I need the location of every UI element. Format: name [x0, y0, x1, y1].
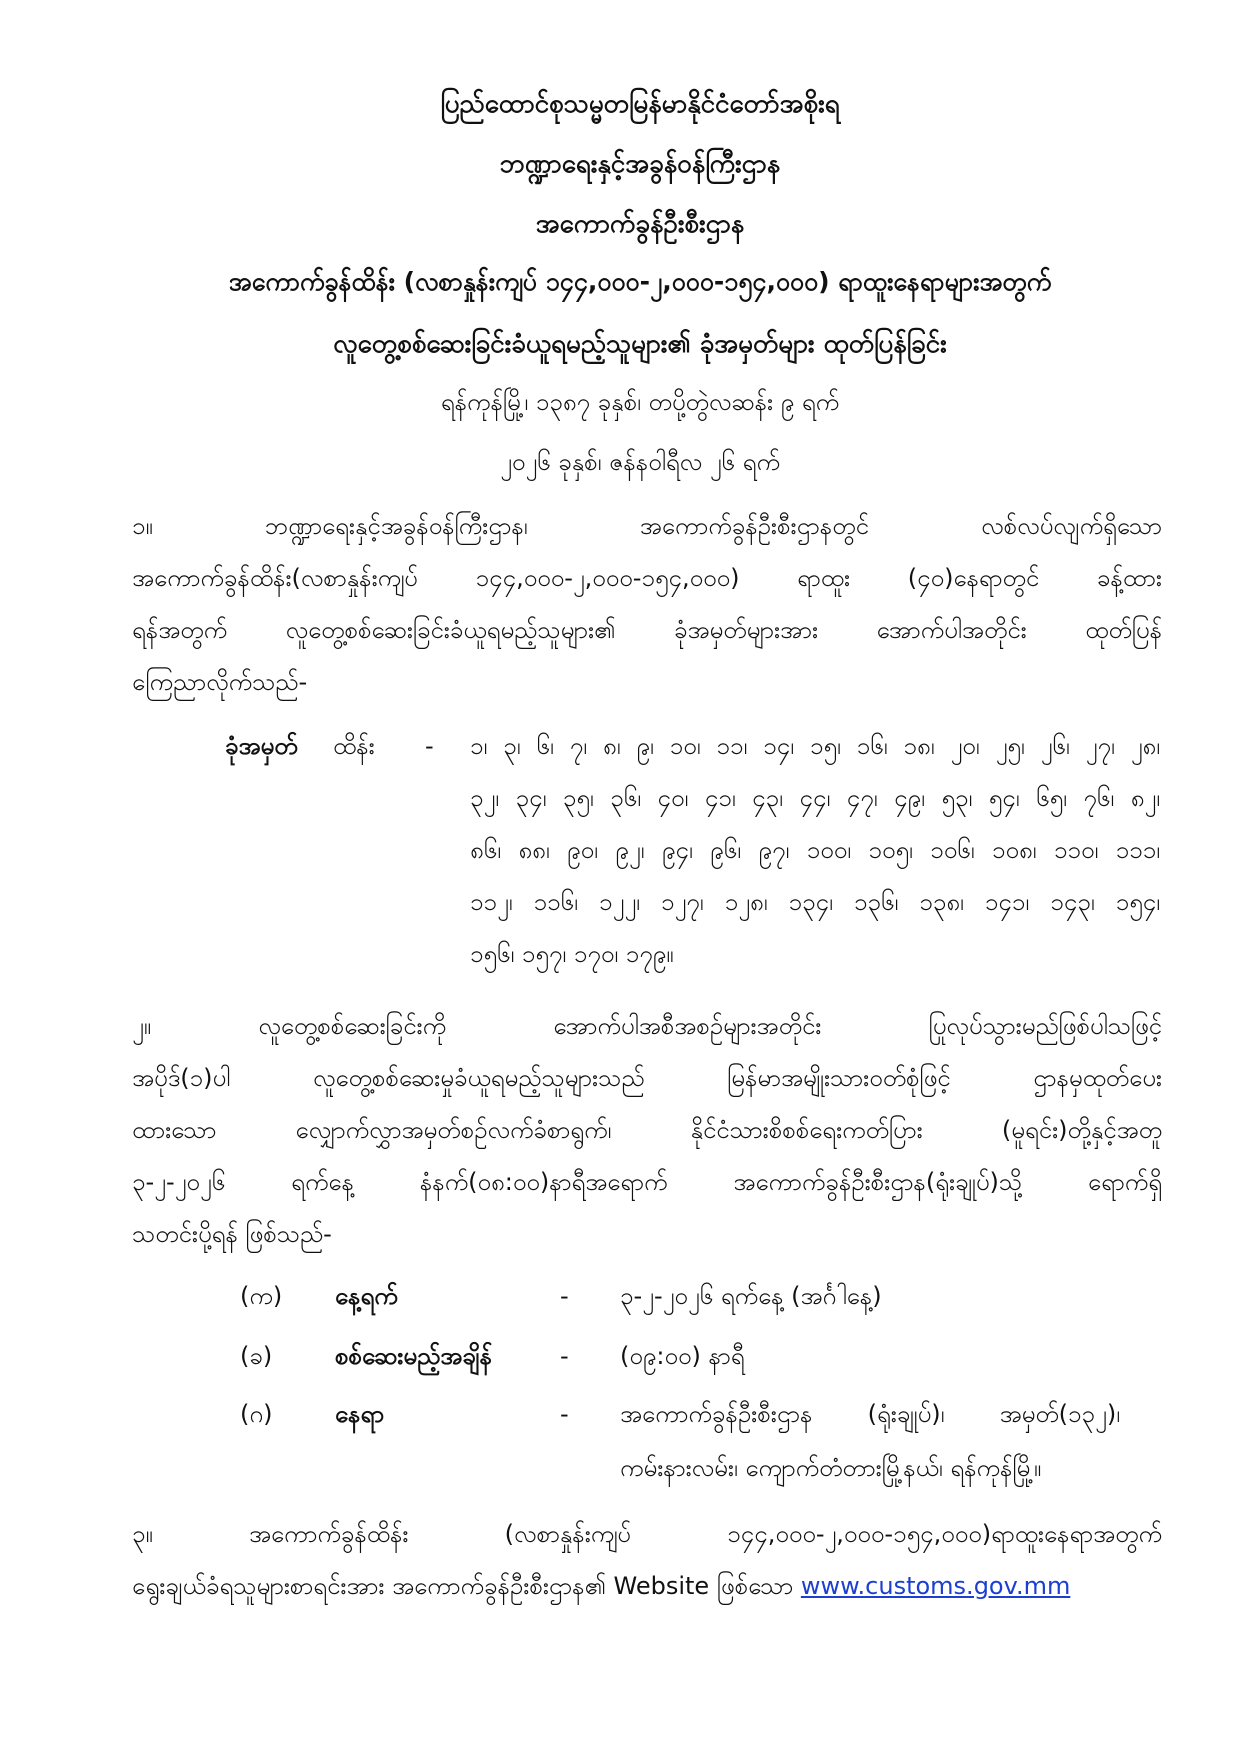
seat-number-line: ၃၂၊ ၃၄၊ ၃၅၊ ၃၆၊ ၄၀၊ ၄၁၊ ၄၃၊ ၄၄၊ ၄၇၊ ၄၉၊ ၅၃၊ ၅၄၊ ၆၅၊ ၇၆၊ ၈၂၊	[470, 784, 1160, 812]
paragraph-3-line: ၃။ အကောက်ခွန်ထိန်း (လစာနှုန်းကျပ် ၁၄၄,၀၀၀-၂,၀၀၀-၁၅၄,၀၀၀)ရာထူးနေရာအတွက်	[132, 1520, 1162, 1548]
schedule-dash: -	[560, 1282, 569, 1310]
seat-number-line: ၁၅၆၊ ၁၅၇၊ ၁၇၀၊ ၁၇၉။	[470, 940, 674, 968]
schedule-marker: (က)	[240, 1282, 283, 1310]
seat-number-zone: ထိန်း	[333, 732, 375, 760]
seat-number-line: ၈၆၊ ၈၈၊ ၉၀၊ ၉၂၊ ၉၄၊ ၉၆၊ ၉၇၊ ၁၀၀၊ ၁၀၅၊ ၁၀၆၊ ၁၀၈၊ ၁၁၀၊ ၁၁၁၊	[470, 836, 1160, 864]
schedule-dash: -	[560, 1400, 569, 1428]
seat-number-line: ၁၊ ၃၊ ၆၊ ၇၊ ၈၊ ၉၊ ၁၀၊ ၁၁၊ ၁၄၊ ၁၅၊ ၁၆၊ ၁၈၊ ၂၀၊ ၂၅၊ ၂၆၊ ၂၇၊ ၂၈၊	[470, 732, 1160, 760]
schedule-value: ကမ်းနားလမ်း၊ ကျောက်တံတားမြို့နယ်၊ ရန်ကုန်မြို့။	[620, 1454, 1042, 1482]
paragraph-1-line: ကြေညာလိုက်သည်-	[132, 668, 308, 696]
schedule-value: ၃-၂-၂၀၂၆ ရက်နေ့ (အင်္ဂါနေ့)	[620, 1282, 882, 1310]
header-department: အကောက်ခွန်ဦးစီးဌာန	[535, 209, 745, 239]
paragraph-2-line: အပိုဒ်(၁)ပါ လူတွေ့စစ်ဆေးမှုခံယူရမည့်သူများသည် မြန်မာအမျိုးသားဝတ်စုံဖြင့် ဌာနမှထုတ်ပေး	[132, 1064, 1162, 1092]
paragraph-2-line: ထားသော လျှောက်လွှာအမှတ်စဉ်လက်ခံစာရွက်၊ နိုင်ငံသားစိစစ်ရေးကတ်ပြား (မူရင်း)တို့နှင့်အတူ	[132, 1116, 1162, 1144]
schedule-label: နေ့ရက်	[335, 1282, 398, 1310]
paragraph-2-line: ၂။ လူတွေ့စစ်ဆေးခြင်းကို အောက်ပါအစီအစဉ်များအတိုင်း ပြုလုပ်သွားမည်ဖြစ်ပါသဖြင့်	[132, 1012, 1162, 1040]
schedule-item-time	[240, 1330, 1160, 1382]
seat-number-values	[470, 720, 1160, 980]
seat-number-dash: -	[425, 732, 434, 760]
paragraph-2	[132, 1000, 1162, 1260]
seat-number-line: ၁၁၂၊ ၁၁၆၊ ၁၂၂၊ ၁၂၇၊ ၁၂၈၊ ၁၃၄၊ ၁၃၆၊ ၁၃၈၊ ၁၄၁၊ ၁၄၃၊ ၁၅၄၊	[470, 888, 1161, 916]
schedule-marker: (ဂ)	[240, 1400, 273, 1428]
header-ministry: ဘဏ္ဍာရေးနှင့်အခွန်ဝန်ကြီးဌာန	[499, 149, 781, 179]
paragraph-2-line: ၃-၂-၂၀၂၆ ရက်နေ့ နံနက်(၀၈:၀၀)နာရီအရောက် အကောက်ခွန်ဦးစီးဌာန(ရုံးချုပ်)သို့ ရောက်ရှိ	[132, 1168, 1162, 1196]
schedule-item-venue-continued	[240, 1442, 1160, 1494]
seat-number-label: ခုံအမှတ်	[225, 732, 298, 760]
schedule-item-date	[240, 1270, 1160, 1322]
header-government: ပြည်ထောင်စုသမ္မတမြန်မာနိုင်ငံတော်အစိုးရ	[440, 89, 840, 119]
schedule-marker: (ခ)	[240, 1342, 273, 1370]
paragraph-1-line: ရန်အတွက် လူတွေ့စစ်ဆေးခြင်းခံယူရမည့်သူများ၏ ခုံအမှတ်များအား အောက်ပါအတိုင်း ထုတ်ပြန်	[132, 616, 1162, 644]
header-position-title: အကောက်ခွန်ထိန်း (လစာနှုန်းကျပ် ၁၄၄,၀၀၀-၂,၀၀၀-၁၅၄,၀၀၀) ရာထူးနေရာများအတွက်	[228, 267, 1052, 296]
paragraph-3-text: ရွေးချယ်ခံရသူများစာရင်းအား အကောက်ခွန်ဦးစီးဌာန၏ Website ဖြစ်သော	[132, 1572, 801, 1600]
date-gregorian: ၂၀၂၆ ခုနှစ်၊ ဇန်နဝါရီလ ၂၆ ရက်	[500, 448, 780, 476]
schedule-item-venue	[240, 1388, 1160, 1440]
schedule-label: စစ်ဆေးမည့်အချိန်	[335, 1342, 493, 1370]
paragraph-1-line: အကောက်ခွန်ထိန်း(လစာနှုန်းကျပ် ၁၄၄,၀၀၀-၂,၀၀၀-၁၅၄,၀၀၀) ရာထူး (၄၀)နေရာတွင် ခန့်ထား	[132, 564, 1162, 592]
date-myanmar: ရန်ကုန်မြို့၊ ၁၃၈၇ ခုနှစ်၊ တပို့တွဲလဆန်း ၉ ရက်	[440, 388, 840, 416]
header-announcement-title: လူတွေ့စစ်ဆေးခြင်းခံယူရမည့်သူများ၏ ခုံအမှတ်များ ထုတ်ပြန်ခြင်း	[333, 329, 947, 359]
paragraph-2-line: သတင်းပို့ရန် ဖြစ်သည်-	[132, 1220, 332, 1248]
paragraph-3	[132, 1508, 1162, 1612]
schedule-dash: -	[560, 1342, 569, 1370]
schedule-value: အကောက်ခွန်ဦးစီးဌာန (ရုံးချုပ်)၊ အမှတ်(၁၃၂)၊	[620, 1400, 1120, 1428]
paragraph-3-line	[132, 1560, 1162, 1612]
customs-website-link[interactable]: www.customs.gov.mm	[800, 1572, 1071, 1600]
schedule-label: နေရာ	[335, 1400, 385, 1428]
paragraph-1-line: ၁။ ဘဏ္ဍာရေးနှင့်အခွန်ဝန်ကြီးဌာန၊ အကောက်ခွန်ဦးစီးဌာနတွင် လစ်လပ်လျက်ရှိသော	[132, 512, 1162, 540]
paragraph-1	[132, 500, 1162, 708]
schedule-value: (၀၉:၀၀) နာရီ	[620, 1342, 745, 1370]
